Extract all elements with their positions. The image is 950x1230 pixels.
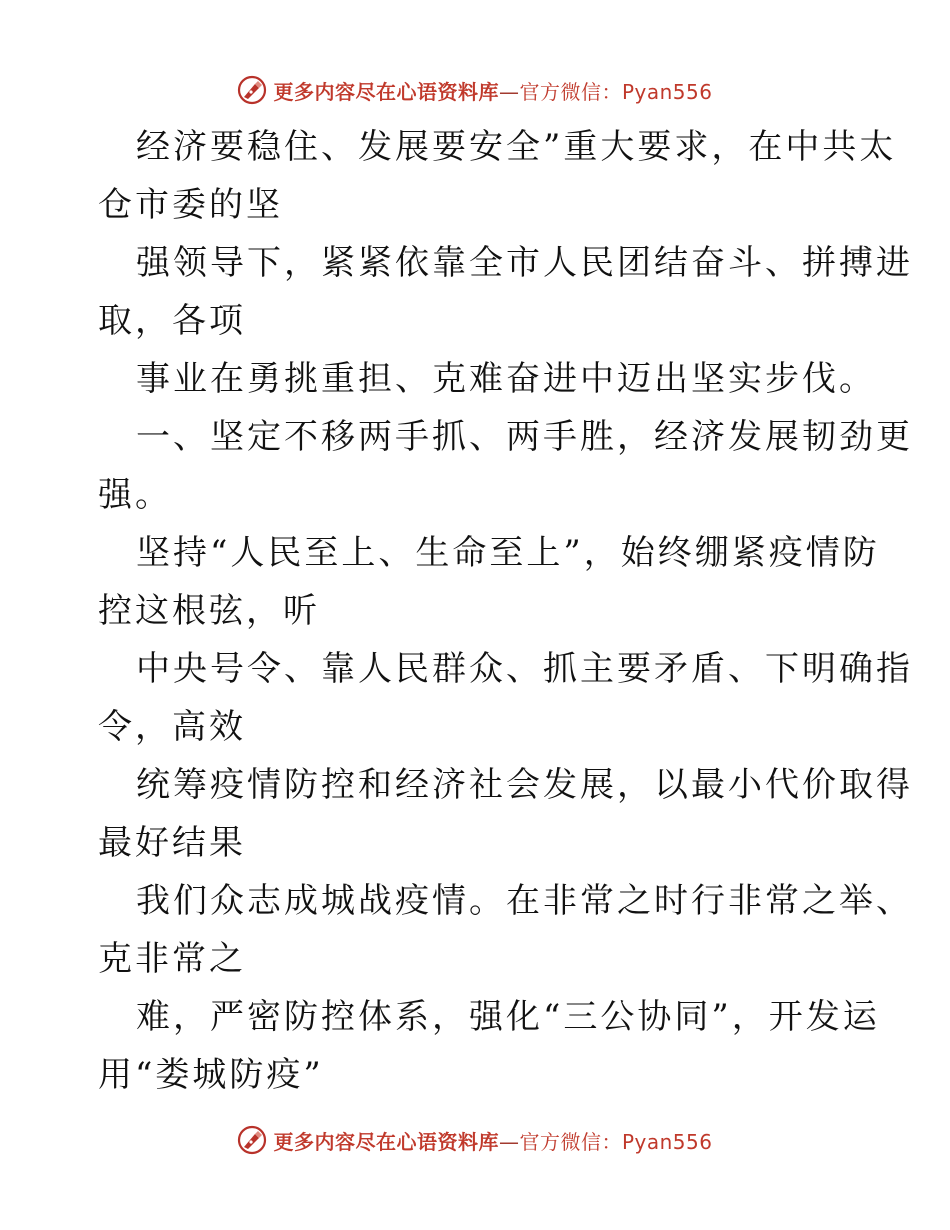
footer-banner	[0, 1120, 950, 1160]
document-line: 中央号令、靠人民群众、抓主要矛盾、下明确指	[136, 649, 913, 689]
pen-nib-logo-icon	[237, 75, 267, 105]
document-body	[98, 118, 913, 1104]
document-line: 用“娄城防疫”	[98, 1055, 324, 1095]
document-line: 难，严密防控体系，强化“三公协同”，开发运	[136, 997, 880, 1037]
header-banner	[0, 70, 950, 110]
footer-banner-separator: —	[498, 1129, 520, 1154]
document-line: 我们众志成城战疫情。在非常之时行非常之举、	[136, 881, 913, 921]
document-line: 控这根弦，听	[98, 591, 320, 631]
document-line: 事业在勇挑重担、克难奋进中迈出坚实步伐。	[136, 359, 876, 399]
document-line: 最好结果	[98, 823, 246, 863]
document-line: 一、坚定不移两手抓、两手胜，经济发展韧劲更	[136, 417, 913, 457]
header-banner-contact: 官方微信：Pyan556	[519, 79, 713, 104]
document-line: 强。	[98, 475, 172, 515]
header-banner-separator: —	[498, 79, 520, 104]
document-line: 统筹疫情防控和经济社会发展，以最小代价取得	[136, 765, 913, 805]
footer-banner-contact: 官方微信：Pyan556	[519, 1129, 713, 1154]
header-banner-title: 更多内容尽在心语资料库	[273, 79, 499, 104]
document-line: 令，高效	[98, 707, 246, 747]
header-banner-text	[273, 76, 712, 105]
document-line: 取，各项	[98, 301, 246, 341]
footer-banner-text	[273, 1126, 712, 1155]
pen-nib-logo-icon	[237, 1125, 267, 1155]
document-line: 仓市委的坚	[98, 185, 283, 225]
document-line: 经济要稳住、发展要安全”重大要求，在中共太	[136, 127, 897, 167]
document-line: 克非常之	[98, 939, 246, 979]
footer-banner-title: 更多内容尽在心语资料库	[273, 1129, 499, 1154]
document-line: 强领导下，紧紧依靠全市人民团结奋斗、拼搏进	[136, 243, 913, 283]
document-line: 坚持“人民至上、生命至上”，始终绷紧疫情防	[136, 533, 880, 573]
